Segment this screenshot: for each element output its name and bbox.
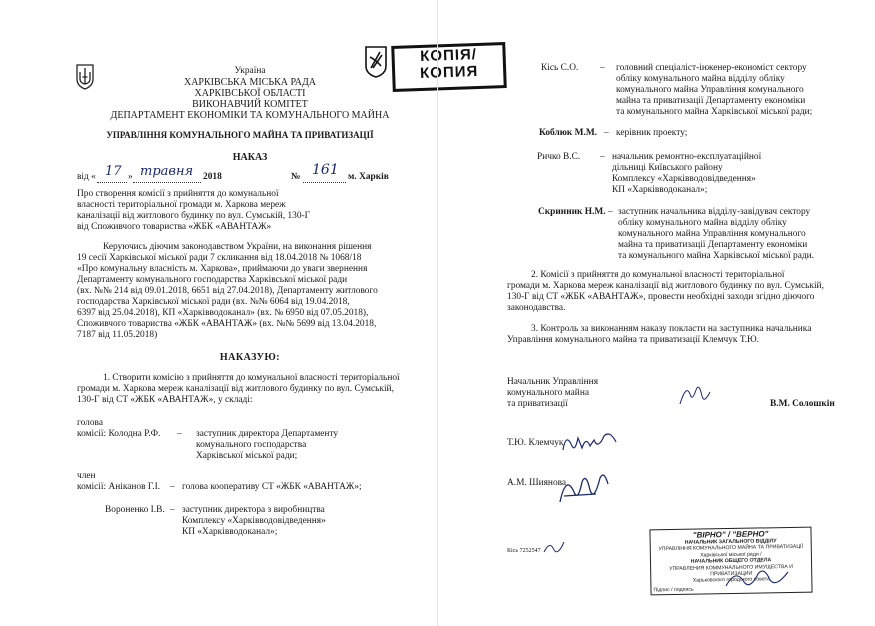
stamp-line: Підпис / подпись [653,586,694,594]
head-role: голова [77,418,104,428]
item2-line: законодавства. [507,303,566,313]
item1-line: громади м. Харкова мереж каналізації від житлового будинку по вул. Сумській, [77,384,394,394]
stamp-line: Харківської міської ради / [700,551,762,559]
preamble-line: Споживчого товариства «ЖБК «АВАНТАЖ» (вх. №№ 5699 від 13.04.2018, [77,319,377,329]
directorate-name: УПРАВЛІННЯ КОМУНАЛЬНОГО МАЙНА ТА ПРИВАТИЗАЦІЇ [106,130,374,140]
member-name: Кісь С.О. [541,63,579,73]
member-name: Скринник Н.М. [538,207,606,217]
member-dash: – [170,482,175,492]
preamble-line: господарства Харківської міської ради (вх. №№ 6064 від 19.04.2018, [77,297,350,307]
member-desc: керівник проекту; [616,128,688,138]
stamp-line: "ВІРНО" / "ВЕРНО" [692,529,769,540]
date-mid: » [128,172,133,182]
order-month: травня [140,164,194,179]
member-name: Ричко В.С. [537,152,581,162]
member-desc: комунального майна Управління комунального [616,85,804,95]
executive-name: ВИКОНАВЧИЙ КОМІТЕТ [192,99,308,110]
member-dash: – [170,505,175,515]
klemchuk-signature [560,428,620,456]
item1-line: 130-Г від СТ «ЖБК «АВАНТАЖ», у складі: [77,395,253,405]
preamble-line: (вх. №№ 214 від 09.01.2018, 6651 від 27.04.2018), Департаменту житлового [77,286,378,296]
item3-line: Управління комунального майна та приватизації Клемчук Т.Ю. [507,335,759,345]
member-desc: начальник ремонтно-експлуатаційної [612,152,762,162]
stamp-line: Харьковского городского совета [692,576,770,585]
member-desc: дільниці Київського району [612,163,723,173]
document-type: НАКАЗ [232,152,268,163]
head-dash: – [177,429,182,439]
member-role: член [77,471,96,481]
registry-mark: Кісь 7252547 [507,548,541,554]
item3-line: 3. Контроль за виконанням наказу покласти на заступника начальника [531,324,812,334]
member-desc: майна та приватизації Департаменту економіки [616,96,806,106]
preamble-line: 19 сесії Харківської міської ради 7 скликання від 18.04.2018 № 1068/18 [77,253,362,263]
copy-stamp-line: КОПИЯ [419,62,479,83]
subject-line: власності територіальної громади м. Харкова мереж [77,200,286,210]
member-desc: та комунального майна Харківської міської ради. [618,251,815,261]
member-desc: Комплексу «Харківводовідведення» [182,516,326,526]
member-name: Вороненко І.В. [105,505,165,515]
subject-line: від Споживчого товариства «ЖБК «АВАНТАЖ» [77,222,272,232]
head-desc: заступник директора Департаменту [196,429,339,439]
subject-line: Про створення комісії з прийняття до комунальної [77,189,279,199]
member-desc: КП «Харківводоканал»; [612,185,708,195]
member-desc: заступник директора з виробництва [182,505,325,515]
stamp-line: УПРАВЛІННЯ КОМУНАЛЬНОГО МАЙНА ТА ПРИВАТИЗАЦІЇ [658,544,804,553]
head-name: комісії: Колодна Р.Ф. [77,429,161,439]
registry-signature [542,538,566,556]
coat-of-arms-icon [76,64,94,90]
director-signature [676,380,716,410]
stamp-signature [722,566,792,592]
order-year: 2018 [203,172,222,182]
item2-line: 130-Г від СТ «ЖБК «АВАНТАЖ», провести необхідні заходи згідно діючого [507,292,815,302]
member-desc: обліку комунального майна відділу обліку [616,74,785,84]
preamble-line: «Про комунальну власність м. Харкова», приймаючи до уваги звернення [77,264,368,274]
member-desc: комунального майна Управління комунального [618,229,806,239]
signer-name: В.М. Солошкін [770,399,835,409]
date-prefix: від « [77,172,96,182]
stamp-line: НАЧАЛЬНИК ЗАГАЛЬНОГО ВІДДІЛУ [684,538,777,546]
preamble-line: Департаменту комунального господарства Харківської міської ради [77,275,348,285]
preamble-line: Керуючись діючим законодавством України, на виконання рішення [103,242,372,252]
member-name: Коблюк М.М. [539,128,598,138]
member-dash: – [608,207,613,217]
member-desc: обліку комунального майна відділу обліку [618,218,787,228]
member-desc: головний спеціаліст-інженер-економіст сектору [616,63,807,73]
signer-title: комунального майна [507,388,589,398]
region-name: ХАРКІВСЬКОЇ ОБЛАСТІ [194,88,306,99]
member-desc: та комунального майна Харківської міської ради; [616,107,813,117]
shiyanova-signature [556,468,612,508]
member-desc: КП «Харківводоканал»; [182,527,278,537]
subject-line: каналізації від житлового будинку по вул. Сумській, 130-Г [77,211,311,221]
order-place: м. Харків [348,172,389,182]
order-heading: НАКАЗУЮ: [219,352,281,363]
number-label: № [291,172,301,182]
approver-name: Т.Ю. Клемчук [507,438,564,448]
item2-line: 2. Комісії з прийняття до комунальної власності територіальної [531,270,785,280]
head-desc: комунального господарства [196,440,307,450]
member-name: комісії: Аніканов Г.І. [77,482,161,492]
member-dash: – [600,152,605,162]
copy-stamp-line: КОПІЯ/ [419,46,478,65]
country-name: Україна [234,66,266,76]
council-name: ХАРКІВСЬКА МІСЬКА РАДА [183,77,317,88]
city-emblem-icon [365,46,387,78]
member-desc: заступник начальника відділу-завідувач сектору [618,207,811,217]
stamp-line: НАЧАЛЬНИК ОБЩЕГО ОТДЕЛА [690,557,772,565]
member-dash: – [604,128,609,138]
item1-line: 1. Створити комісію з прийняття до комунальної власності територіальної [103,373,400,383]
page-left [0,0,437,626]
item2-line: громади м. Харкова мереж каналізації від житлового будинку по вул. Сумській, [507,281,824,291]
preamble-line: 7187 від 11.05.2018) [77,330,158,340]
department-name: ДЕПАРТАМЕНТ ЕКОНОМІКИ ТА КОМУНАЛЬНОГО МАЙНА [110,110,390,121]
member-desc: Комплексу «Харківводовідведення» [612,174,756,184]
head-desc: Харківської міської ради; [196,451,298,461]
signer-title: та приватизації [507,399,568,409]
order-day: 17 [105,164,122,179]
order-number: 161 [312,162,339,178]
member-desc: голова кооперативу СТ «ЖБК «АВАНТАЖ»; [182,482,362,492]
member-dash: – [600,63,605,73]
stamp-line: УПРАВЛЕНИЯ КОММУНАЛЬНОГО ИМУЩЕСТВА И ПРИВАТИЗАЦИИ [669,563,794,578]
member-desc: майна та приватизації Департаменту економіки [618,240,808,250]
preamble-line: 6397 від 25.04.2018), КП «Харківводоканал» (вх. № 6950 від 07.05.2018), [77,308,369,318]
signer-title: Начальник Управління [507,377,599,387]
approver-name: А.М. Шиянова [507,478,567,488]
